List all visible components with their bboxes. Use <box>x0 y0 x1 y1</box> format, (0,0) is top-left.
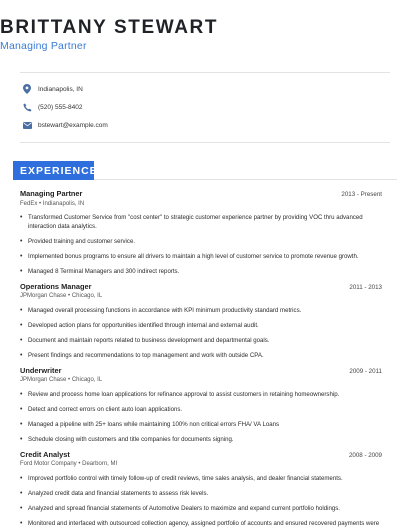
list-item <box>20 420 365 429</box>
job-location: Indianapolis, IN <box>42 201 85 207</box>
bullet-icon: • <box>20 421 23 428</box>
contact-email-text[interactable]: bstewart@example.com <box>38 121 108 129</box>
job-company: Ford Motor Company <box>20 461 77 467</box>
job-title: Underwriter <box>20 366 62 375</box>
separator-dot: • <box>39 201 42 207</box>
bullet-icon: • <box>20 322 23 329</box>
bullet-icon: • <box>20 520 23 527</box>
bullet-icon: • <box>20 307 23 314</box>
bullet-text: Managed 8 Terminal Managers and 300 indirect reports. <box>28 268 180 275</box>
bullet-icon: • <box>20 391 23 398</box>
list-item <box>20 321 365 330</box>
bullet-icon: • <box>20 214 23 221</box>
bullet-text: Review and process home loan applications for refinance approval to assist customers in retaining homeownership. <box>28 391 340 398</box>
job-company: JPMorgan Chase <box>20 293 67 299</box>
job-company-line <box>20 377 102 383</box>
bullet-text: Managed overall processing functions in accordance with KPI minimum productivity standard metrics. <box>28 307 302 314</box>
bullet-text: Present findings and recommendations to top management and work with outside CPA. <box>28 352 264 359</box>
job-location: Dearborn, MI <box>82 461 118 467</box>
bullet-icon: • <box>20 352 23 359</box>
job-dates: 2013 - Present <box>341 191 382 198</box>
phone-icon <box>22 102 32 112</box>
contact-phone <box>22 100 82 114</box>
header-divider-top <box>20 72 390 73</box>
list-item <box>20 489 365 498</box>
bullet-text: Analyzed credit data and financial statements to assess risk levels. <box>28 490 209 497</box>
job-company: JPMorgan Chase <box>20 377 67 383</box>
bullet-text: Document and maintain reports related to business development and departmental goals. <box>28 337 270 344</box>
job-title: Operations Manager <box>20 282 92 291</box>
separator-dot: • <box>78 461 81 467</box>
job-title: Credit Analyst <box>20 450 70 459</box>
separator-dot: • <box>68 293 71 299</box>
section-title-experience: EXPERIENCE <box>20 165 98 177</box>
section-underline <box>94 179 397 180</box>
list-item <box>20 405 365 414</box>
list-item <box>20 237 365 246</box>
job-dates: 2011 - 2013 <box>349 284 382 291</box>
list-item <box>20 390 365 399</box>
bullet-text: Implemented bonus programs to ensure all drivers to maintain a high level of customer service to promote revenue growth. <box>28 253 359 260</box>
contact-phone-text: (520) 555-8402 <box>38 103 83 111</box>
job-dates: 2009 - 2011 <box>349 368 382 375</box>
list-item <box>20 519 380 528</box>
list-item <box>20 504 365 513</box>
envelope-icon <box>22 120 32 130</box>
list-item <box>20 474 365 483</box>
bullet-icon: • <box>20 475 23 482</box>
job-dates: 2008 - 2009 <box>348 452 382 459</box>
job-location: Chicago, IL <box>71 377 103 383</box>
list-item <box>20 351 365 360</box>
bullet-icon: • <box>20 238 23 245</box>
list-item <box>20 306 365 315</box>
bullet-text: Developed action plans for opportunities identified through internal and external audit. <box>28 322 259 329</box>
bullet-text: Monitored and interfaced with outsourced collection agency, assigned portfolio of accounts and ensured recovered payments were <box>28 520 380 527</box>
bullet-text: Schedule closing with customers and title companies for documents signing. <box>28 436 234 443</box>
bullet-icon: • <box>20 253 23 260</box>
bullet-text: Analyzed and spread financial statements of Automotive Dealers to maximize and expand current portfolio holdings. <box>28 505 340 512</box>
bullet-icon: • <box>20 436 23 443</box>
list-item <box>20 213 365 231</box>
bullet-icon: • <box>20 337 23 344</box>
bullet-text: Improved portfolio control with timely follow-up of credit reviews, time sales analysis, and dealer financial statements. <box>28 475 343 482</box>
job-company-line <box>20 461 117 467</box>
candidate-title: Managing Partner <box>0 40 87 52</box>
header-divider-bottom <box>20 142 390 143</box>
bullet-text: Transformed Customer Service from "cost center" to strategic customer experience partner by providing VOC thru advanced interaction data analytics. <box>28 214 363 230</box>
bullet-icon: • <box>20 505 23 512</box>
list-item <box>20 252 365 261</box>
job-company-line <box>20 201 84 207</box>
list-item <box>20 267 365 276</box>
separator-dot: • <box>68 377 71 383</box>
contact-email <box>22 118 108 132</box>
bullet-text: Provided training and customer service. <box>28 238 136 245</box>
map-pin-icon <box>22 84 32 94</box>
candidate-name: BRITTANY STEWART <box>0 17 219 38</box>
job-company: FedEx <box>20 201 38 207</box>
list-item <box>20 336 365 345</box>
bullet-text: Managed a pipeline with 25+ loans while maintaining 100% non critical errors FHA/ VA Loans <box>28 421 280 428</box>
contact-location-text: Indianapolis, IN <box>38 85 83 93</box>
job-title: Managing Partner <box>20 189 83 198</box>
list-item <box>20 435 365 444</box>
bullet-text: Detect and correct errors on client auto loan applications. <box>28 406 183 413</box>
bullet-icon: • <box>20 490 23 497</box>
job-location: Chicago, IL <box>71 293 103 299</box>
contact-location <box>22 82 83 96</box>
bullet-icon: • <box>20 406 23 413</box>
bullet-icon: • <box>20 268 23 275</box>
job-company-line <box>20 293 102 299</box>
